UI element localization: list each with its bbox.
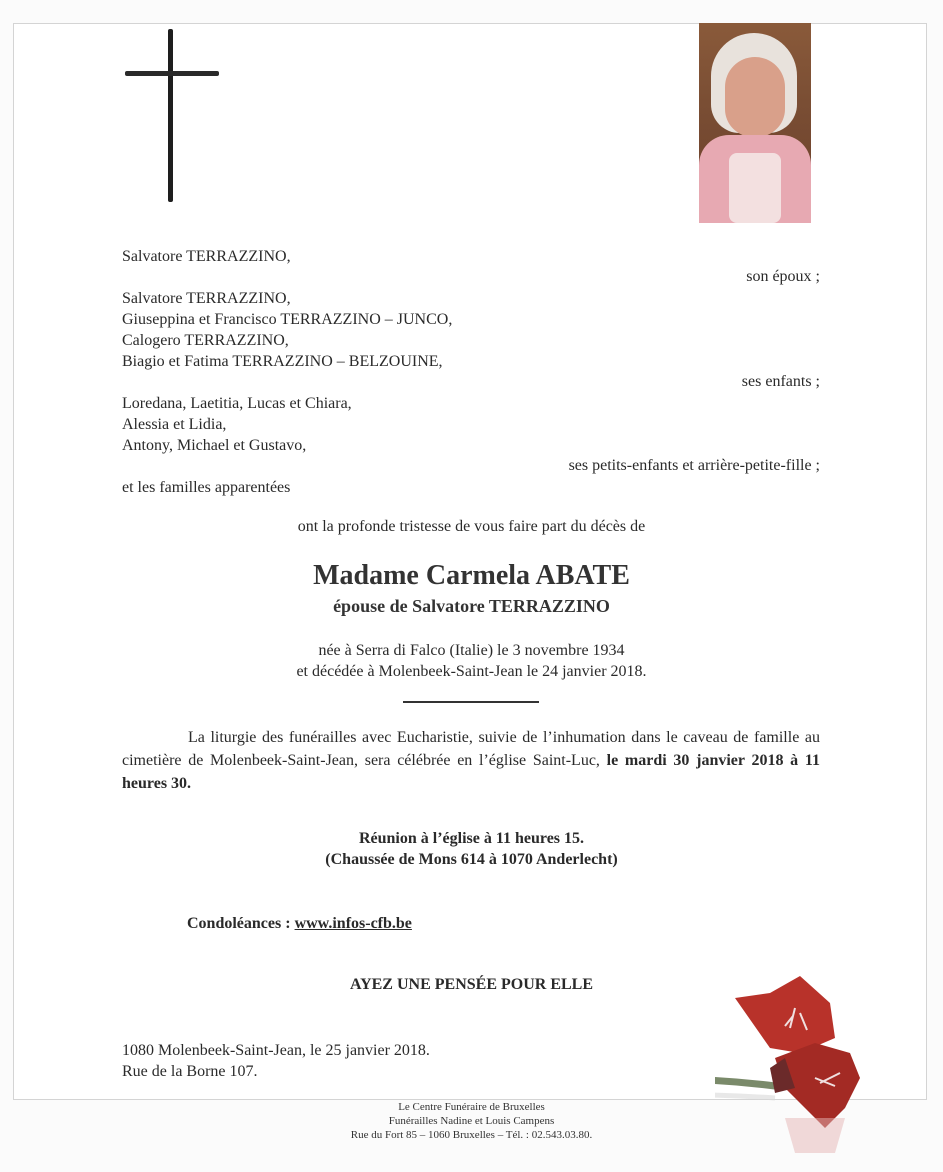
grandchildren-relation: ses petits-enfants et arrière-petite-fille ;	[568, 457, 820, 474]
cross-vertical-bar	[168, 29, 173, 202]
announcement-intro: ont la profonde tristesse de vous faire part du décès de	[297, 518, 646, 535]
flower-petal-top	[735, 976, 835, 1053]
portrait-photo	[699, 23, 811, 223]
condolences-link[interactable]: www.infos-cfb.be	[294, 915, 412, 932]
condolences-line	[187, 913, 412, 934]
liturgy-paragraph	[122, 726, 820, 795]
meeting-time: Réunion à l’église à 11 heures 15.	[358, 830, 585, 847]
deceased-spouse-of: épouse de Salvatore TERRAZZINO	[333, 596, 610, 616]
deceased-name: Madame Carmela ABATE	[313, 560, 630, 591]
child-name: Giuseppina et Francisco TERRAZZINO – JUNCO,	[122, 311, 453, 328]
cross-horizontal-bar	[125, 71, 219, 76]
photo-blouse	[729, 153, 781, 223]
child-name: Biagio et Fatima TERRAZZINO – BELZOUINE,	[122, 353, 443, 370]
relatives-line: et les familles apparentées	[122, 479, 291, 496]
funeral-home-subname: Funérailles Nadine et Louis Campens	[388, 1115, 555, 1127]
sender-address: Rue de la Borne 107.	[122, 1063, 258, 1080]
funeral-home-name: Le Centre Funéraire de Bruxelles	[398, 1101, 545, 1113]
divider-line	[403, 701, 539, 703]
funeral-home-address: Rue du Fort 85 – 1060 Bruxelles – Tél. : 02.543.03.80.	[350, 1129, 593, 1141]
birth-info: née à Serra di Falco (Italie) le 3 novembre 1934	[318, 642, 625, 659]
death-info: et décédée à Molenbeek-Saint-Jean le 24 janvier 2018.	[296, 663, 647, 680]
spouse-name: Salvatore TERRAZZINO,	[122, 248, 291, 265]
grandchild-names: Antony, Michael et Gustavo,	[122, 437, 307, 454]
child-name: Calogero TERRAZZINO,	[122, 332, 289, 349]
liturgy-datetime: le mardi 30 janvier 2018 à 11 heures 30.	[122, 752, 820, 792]
child-name: Salvatore TERRAZZINO,	[122, 290, 291, 307]
spouse-relation: son époux ;	[746, 268, 820, 285]
meeting-address: (Chaussée de Mons 614 à 1070 Anderlecht)	[325, 851, 618, 868]
funeral-home-footer	[0, 1100, 943, 1142]
cross-icon	[125, 29, 223, 204]
motto: AYEZ UNE PENSÉE POUR ELLE	[349, 976, 594, 993]
grandchild-names: Loredana, Laetitia, Lucas et Chiara,	[122, 395, 352, 412]
liturgy-text: La liturgie des funérailles avec Eucharistie, suivie de l’inhumation dans le caveau de famille au cimetière de Molenbeek-Saint-Jean, sera célébrée en l’église Saint-Luc,	[122, 729, 820, 769]
condolences-label: Condoléances :	[187, 915, 295, 932]
children-relation: ses enfants ;	[741, 373, 820, 390]
photo-face	[725, 57, 785, 137]
grandchild-names: Alessia et Lidia,	[122, 416, 227, 433]
sender-place-date: 1080 Molenbeek-Saint-Jean, le 25 janvier 2018.	[122, 1042, 430, 1059]
